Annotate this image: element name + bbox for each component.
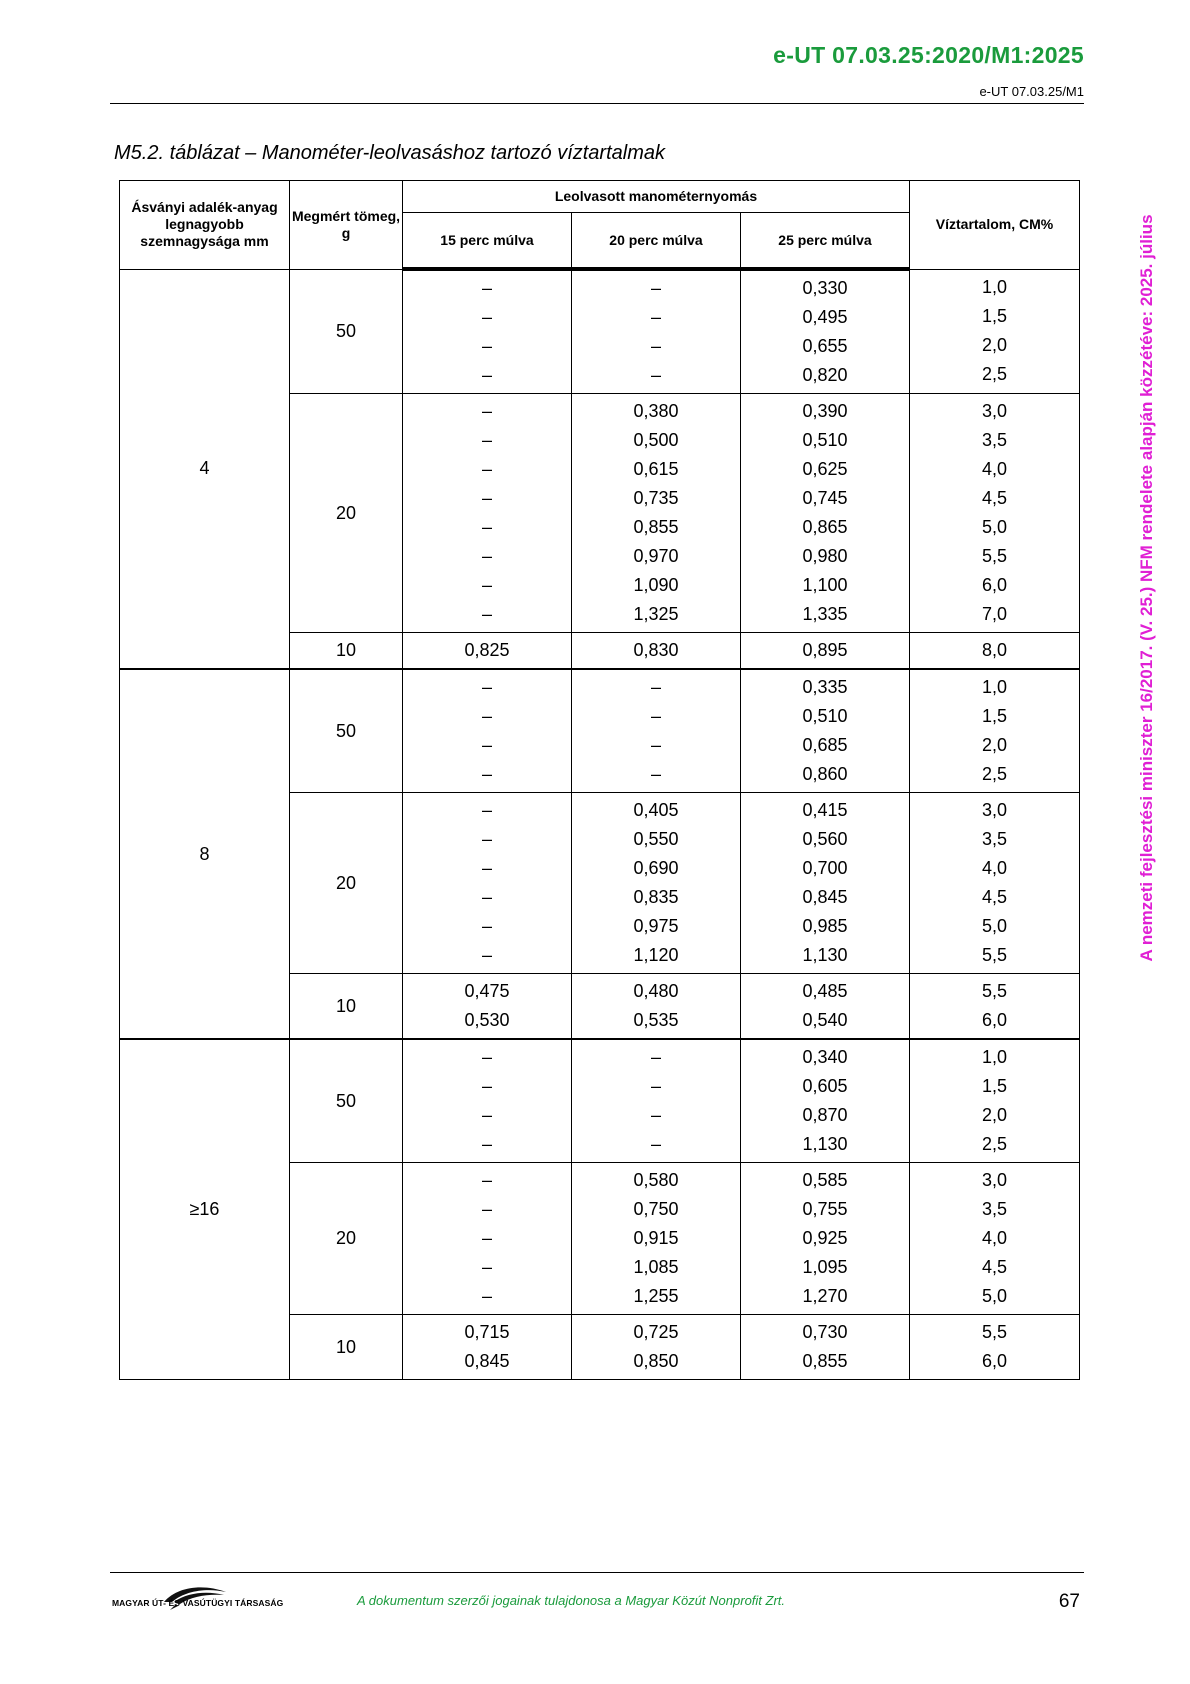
mass-cell: 10: [290, 633, 403, 670]
table-value: 2,0: [981, 735, 1008, 755]
table-value: 0,475: [464, 981, 510, 1001]
table-value: –: [481, 575, 492, 595]
table-value: 1,090: [633, 575, 679, 595]
mass-cell: 20: [290, 1163, 403, 1315]
pressure-cell-p15: [403, 1163, 572, 1315]
table-value: 3,0: [981, 1170, 1008, 1190]
mass-cell: 10: [290, 1315, 403, 1380]
pressure-cell-p20: [572, 793, 741, 974]
table-value: 5,5: [981, 1322, 1008, 1342]
table-value: 0,530: [464, 1010, 510, 1030]
table-value: 0,845: [802, 887, 848, 907]
pressure-cell-p15: [403, 793, 572, 974]
pressure-cell-p25: [741, 394, 910, 633]
table-value: 0,980: [802, 546, 848, 566]
table-value: 2,0: [981, 1105, 1008, 1125]
table-value: 2,5: [981, 764, 1008, 784]
grain-size-cell: 8: [120, 669, 290, 1039]
table-value: 0,405: [633, 800, 679, 820]
pressure-cell-p20: [572, 1039, 741, 1163]
table-value: –: [650, 1047, 661, 1067]
table-value: –: [481, 401, 492, 421]
mass-cell: 50: [290, 1039, 403, 1163]
table-value: 0,865: [802, 517, 848, 537]
pressure-cell-p25: [741, 1163, 910, 1315]
table-value: 2,0: [981, 335, 1008, 356]
water-content-cell: [910, 269, 1080, 394]
table-value: 0,860: [802, 764, 848, 784]
table-value: 0,495: [802, 307, 848, 327]
table-value: –: [481, 604, 492, 624]
table-value: –: [481, 945, 492, 965]
pressure-cell-p20: [572, 1315, 741, 1380]
table-value: 0,975: [633, 916, 679, 936]
pressure-cell-p15: [403, 669, 572, 793]
table-value: –: [481, 365, 492, 385]
pressure-cell-p15: [403, 269, 572, 394]
pressure-cell-p25: [741, 633, 910, 670]
pressure-cell-p25: [741, 974, 910, 1040]
mass-cell: 50: [290, 669, 403, 793]
table-value: 0,685: [802, 735, 848, 755]
header-pressure-group: Leolvasott manométernyomás: [403, 181, 910, 213]
water-content-cell: [910, 633, 1080, 670]
table-value: 0,540: [802, 1010, 848, 1030]
header-15-min: 15 perc múlva: [403, 213, 572, 270]
table-value: 0,925: [802, 1228, 848, 1248]
table-value: 1,0: [981, 1047, 1008, 1067]
water-content-table: [119, 180, 1080, 1380]
table-value: –: [481, 887, 492, 907]
pressure-cell-p25: [741, 1315, 910, 1380]
mass-cell: 50: [290, 269, 403, 394]
table-value: 1,100: [802, 575, 848, 595]
table-value: 0,580: [633, 1170, 679, 1190]
table-value: –: [650, 735, 661, 755]
table-value: –: [481, 1228, 492, 1248]
table-value: 0,380: [633, 401, 679, 421]
table-value: 1,335: [802, 604, 848, 624]
water-content-cell: [910, 793, 1080, 974]
header-water-content: Víztartalom, CM%: [910, 181, 1080, 270]
table-value: –: [650, 764, 661, 784]
table-value: 0,895: [802, 640, 848, 660]
table-value: –: [481, 800, 492, 820]
table-value: 0,560: [802, 829, 848, 849]
table-value: 5,5: [981, 945, 1008, 965]
pressure-cell-p15: [403, 1315, 572, 1380]
table-value: 5,0: [981, 517, 1008, 537]
pressure-cell-p20: [572, 669, 741, 793]
table-value: 2,5: [981, 364, 1008, 385]
water-content-cell: [910, 669, 1080, 793]
table-value: –: [481, 677, 492, 697]
table-value: 1,5: [981, 706, 1008, 726]
table-value: 0,735: [633, 488, 679, 508]
water-content-cell: [910, 394, 1080, 633]
table-value: –: [481, 1134, 492, 1154]
table-value: 1,130: [802, 1134, 848, 1154]
table-value: –: [481, 488, 492, 508]
table-value: 0,755: [802, 1199, 848, 1219]
document-code: e-UT 07.03.25:2020/M1:2025: [773, 42, 1084, 68]
header-20-min: 20 perc múlva: [572, 213, 741, 270]
table-value: –: [650, 365, 661, 385]
table-value: 2,5: [981, 1134, 1008, 1154]
pressure-cell-p25: [741, 1039, 910, 1163]
pressure-cell-p20: [572, 1163, 741, 1315]
copyright-notice: A dokumentum szerzői jogainak tulajdonosa a Magyar Közút Nonprofit Zrt.: [357, 1593, 786, 1608]
table-value: 0,655: [802, 336, 848, 356]
pressure-cell-p20: [572, 394, 741, 633]
table-row: [120, 269, 1080, 394]
table-value: –: [481, 1170, 492, 1190]
table-value: 0,855: [802, 1351, 848, 1371]
header-25-min: 25 perc múlva: [741, 213, 910, 270]
table-value: 3,0: [981, 401, 1008, 421]
table-value: 0,750: [633, 1199, 679, 1219]
table-value: –: [650, 336, 661, 356]
grain-size-cell: 4: [120, 269, 290, 669]
pressure-cell-p15: [403, 394, 572, 633]
pressure-cell-p25: [741, 269, 910, 394]
table-value: 0,625: [802, 459, 848, 479]
table-value: –: [650, 1134, 661, 1154]
footer-rule: [110, 1572, 1084, 1573]
logo-text: MAGYAR ÚT- ÉS VASÚTÜGYI TÁRSASÁG: [112, 1598, 284, 1608]
table-value: 0,615: [633, 459, 679, 479]
table-value: –: [481, 764, 492, 784]
table-value: 1,5: [981, 306, 1008, 327]
table-value: –: [650, 307, 661, 327]
pressure-cell-p25: [741, 669, 910, 793]
pressure-cell-p15: [403, 1039, 572, 1163]
table-value: 1,5: [981, 1076, 1008, 1096]
table-value: 1,0: [981, 277, 1008, 298]
table-value: 0,605: [802, 1076, 848, 1096]
table-value: 0,915: [633, 1228, 679, 1248]
document-subcode: e-UT 07.03.25/M1: [979, 84, 1084, 99]
table-value: 0,500: [633, 430, 679, 450]
pressure-cell-p20: [572, 633, 741, 670]
table-row: [120, 1039, 1080, 1163]
pressure-cell-p15: [403, 974, 572, 1040]
table-value: 5,5: [981, 981, 1008, 1001]
table-value: 6,0: [981, 1010, 1008, 1030]
table-value: –: [650, 278, 661, 298]
table-value: 0,390: [802, 401, 848, 421]
water-content-cell: [910, 974, 1080, 1040]
table-value: –: [481, 1257, 492, 1277]
table-value: 0,700: [802, 858, 848, 878]
table-value: 1,095: [802, 1257, 848, 1277]
table-value: 5,0: [981, 916, 1008, 936]
table-value: –: [481, 1047, 492, 1067]
table-value: 4,0: [981, 858, 1008, 878]
table-value: 1,130: [802, 945, 848, 965]
header-grain-size: Ásványi adalék-anyag legnagyobb szemnagysága mm: [120, 181, 290, 270]
table-value: –: [650, 677, 661, 697]
table-value: 0,415: [802, 800, 848, 820]
table-value: 3,5: [981, 1199, 1008, 1219]
table-value: –: [481, 916, 492, 936]
header-mass: Megmért tömeg, g: [290, 181, 403, 270]
table-value: 8,0: [981, 640, 1008, 660]
grain-size-cell: ≥16: [120, 1039, 290, 1380]
table-value: –: [481, 1105, 492, 1125]
pressure-cell-p15: [403, 633, 572, 670]
table-value: –: [650, 1076, 661, 1096]
table-value: 0,690: [633, 858, 679, 878]
table-body: [120, 269, 1080, 1380]
table-value: –: [650, 1105, 661, 1125]
table-value: 4,5: [981, 887, 1008, 907]
water-content-cell: [910, 1163, 1080, 1315]
table-value: 5,0: [981, 1286, 1008, 1306]
table-value: 0,830: [633, 640, 679, 660]
table-value: 0,835: [633, 887, 679, 907]
table-value: 4,5: [981, 1257, 1008, 1277]
table-value: 4,0: [981, 459, 1008, 479]
table-value: –: [481, 735, 492, 755]
table-value: 6,0: [981, 575, 1008, 595]
table-value: 1,0: [981, 677, 1008, 697]
table-value: –: [481, 706, 492, 726]
mass-cell: 20: [290, 394, 403, 633]
table-title: M5.2. táblázat – Manométer-leolvasáshoz tartozó víztartalmak: [114, 142, 665, 164]
table-value: 0,330: [802, 278, 848, 298]
table-value: 4,0: [981, 1228, 1008, 1248]
table-value: 0,485: [802, 981, 848, 1001]
water-content-cell: [910, 1039, 1080, 1163]
table-value: –: [481, 517, 492, 537]
water-content-cell: [910, 1315, 1080, 1380]
table-value: –: [481, 307, 492, 327]
table-value: 0,535: [633, 1010, 679, 1030]
table-value: 1,085: [633, 1257, 679, 1277]
mass-cell: 10: [290, 974, 403, 1040]
table-value: 1,325: [633, 604, 679, 624]
page-number: 67: [1058, 1591, 1080, 1612]
side-note: A nemzeti fejlesztési miniszter 16/2017. (V. 25.) NFM rendelete alapján közzétéve: 2025. július: [1137, 214, 1156, 962]
table-value: –: [650, 706, 661, 726]
table-value: 6,0: [981, 1351, 1008, 1371]
table-value: 0,725: [633, 1322, 679, 1342]
table-value: 3,5: [981, 430, 1008, 450]
table-value: 0,820: [802, 365, 848, 385]
table-value: –: [481, 829, 492, 849]
table-value: 0,985: [802, 916, 848, 936]
mass-cell: 20: [290, 793, 403, 974]
table-value: 0,850: [633, 1351, 679, 1371]
table-value: 0,715: [464, 1322, 510, 1342]
table-value: 0,510: [802, 430, 848, 450]
table-value: 0,335: [802, 677, 848, 697]
table-value: 3,0: [981, 800, 1008, 820]
table-value: 1,270: [802, 1286, 848, 1306]
table-value: –: [481, 336, 492, 356]
table-value: –: [481, 1286, 492, 1306]
pressure-cell-p25: [741, 793, 910, 974]
table-value: 4,5: [981, 488, 1008, 508]
header-rule: [110, 103, 1084, 104]
table-value: 0,855: [633, 517, 679, 537]
table-value: –: [481, 546, 492, 566]
table-value: –: [481, 858, 492, 878]
table-value: 0,480: [633, 981, 679, 1001]
table-value: 0,510: [802, 706, 848, 726]
table-value: –: [481, 459, 492, 479]
table-value: 0,745: [802, 488, 848, 508]
table-value: –: [481, 278, 492, 298]
table-row: [120, 669, 1080, 793]
table-value: 5,5: [981, 546, 1008, 566]
table-value: 0,845: [464, 1351, 510, 1371]
table-value: 0,550: [633, 829, 679, 849]
pressure-cell-p20: [572, 269, 741, 394]
table-value: 0,730: [802, 1322, 848, 1342]
table-value: 3,5: [981, 829, 1008, 849]
table-value: 0,870: [802, 1105, 848, 1125]
table-value: 0,970: [633, 546, 679, 566]
table-value: –: [481, 1076, 492, 1096]
table-value: 7,0: [981, 604, 1008, 624]
table-value: –: [481, 1199, 492, 1219]
table-value: 0,340: [802, 1047, 848, 1067]
pressure-cell-p20: [572, 974, 741, 1040]
table-value: –: [481, 430, 492, 450]
table-value: 1,120: [633, 945, 679, 965]
table-value: 0,585: [802, 1170, 848, 1190]
table-value: 0,825: [464, 640, 510, 660]
table-value: 1,255: [633, 1286, 679, 1306]
